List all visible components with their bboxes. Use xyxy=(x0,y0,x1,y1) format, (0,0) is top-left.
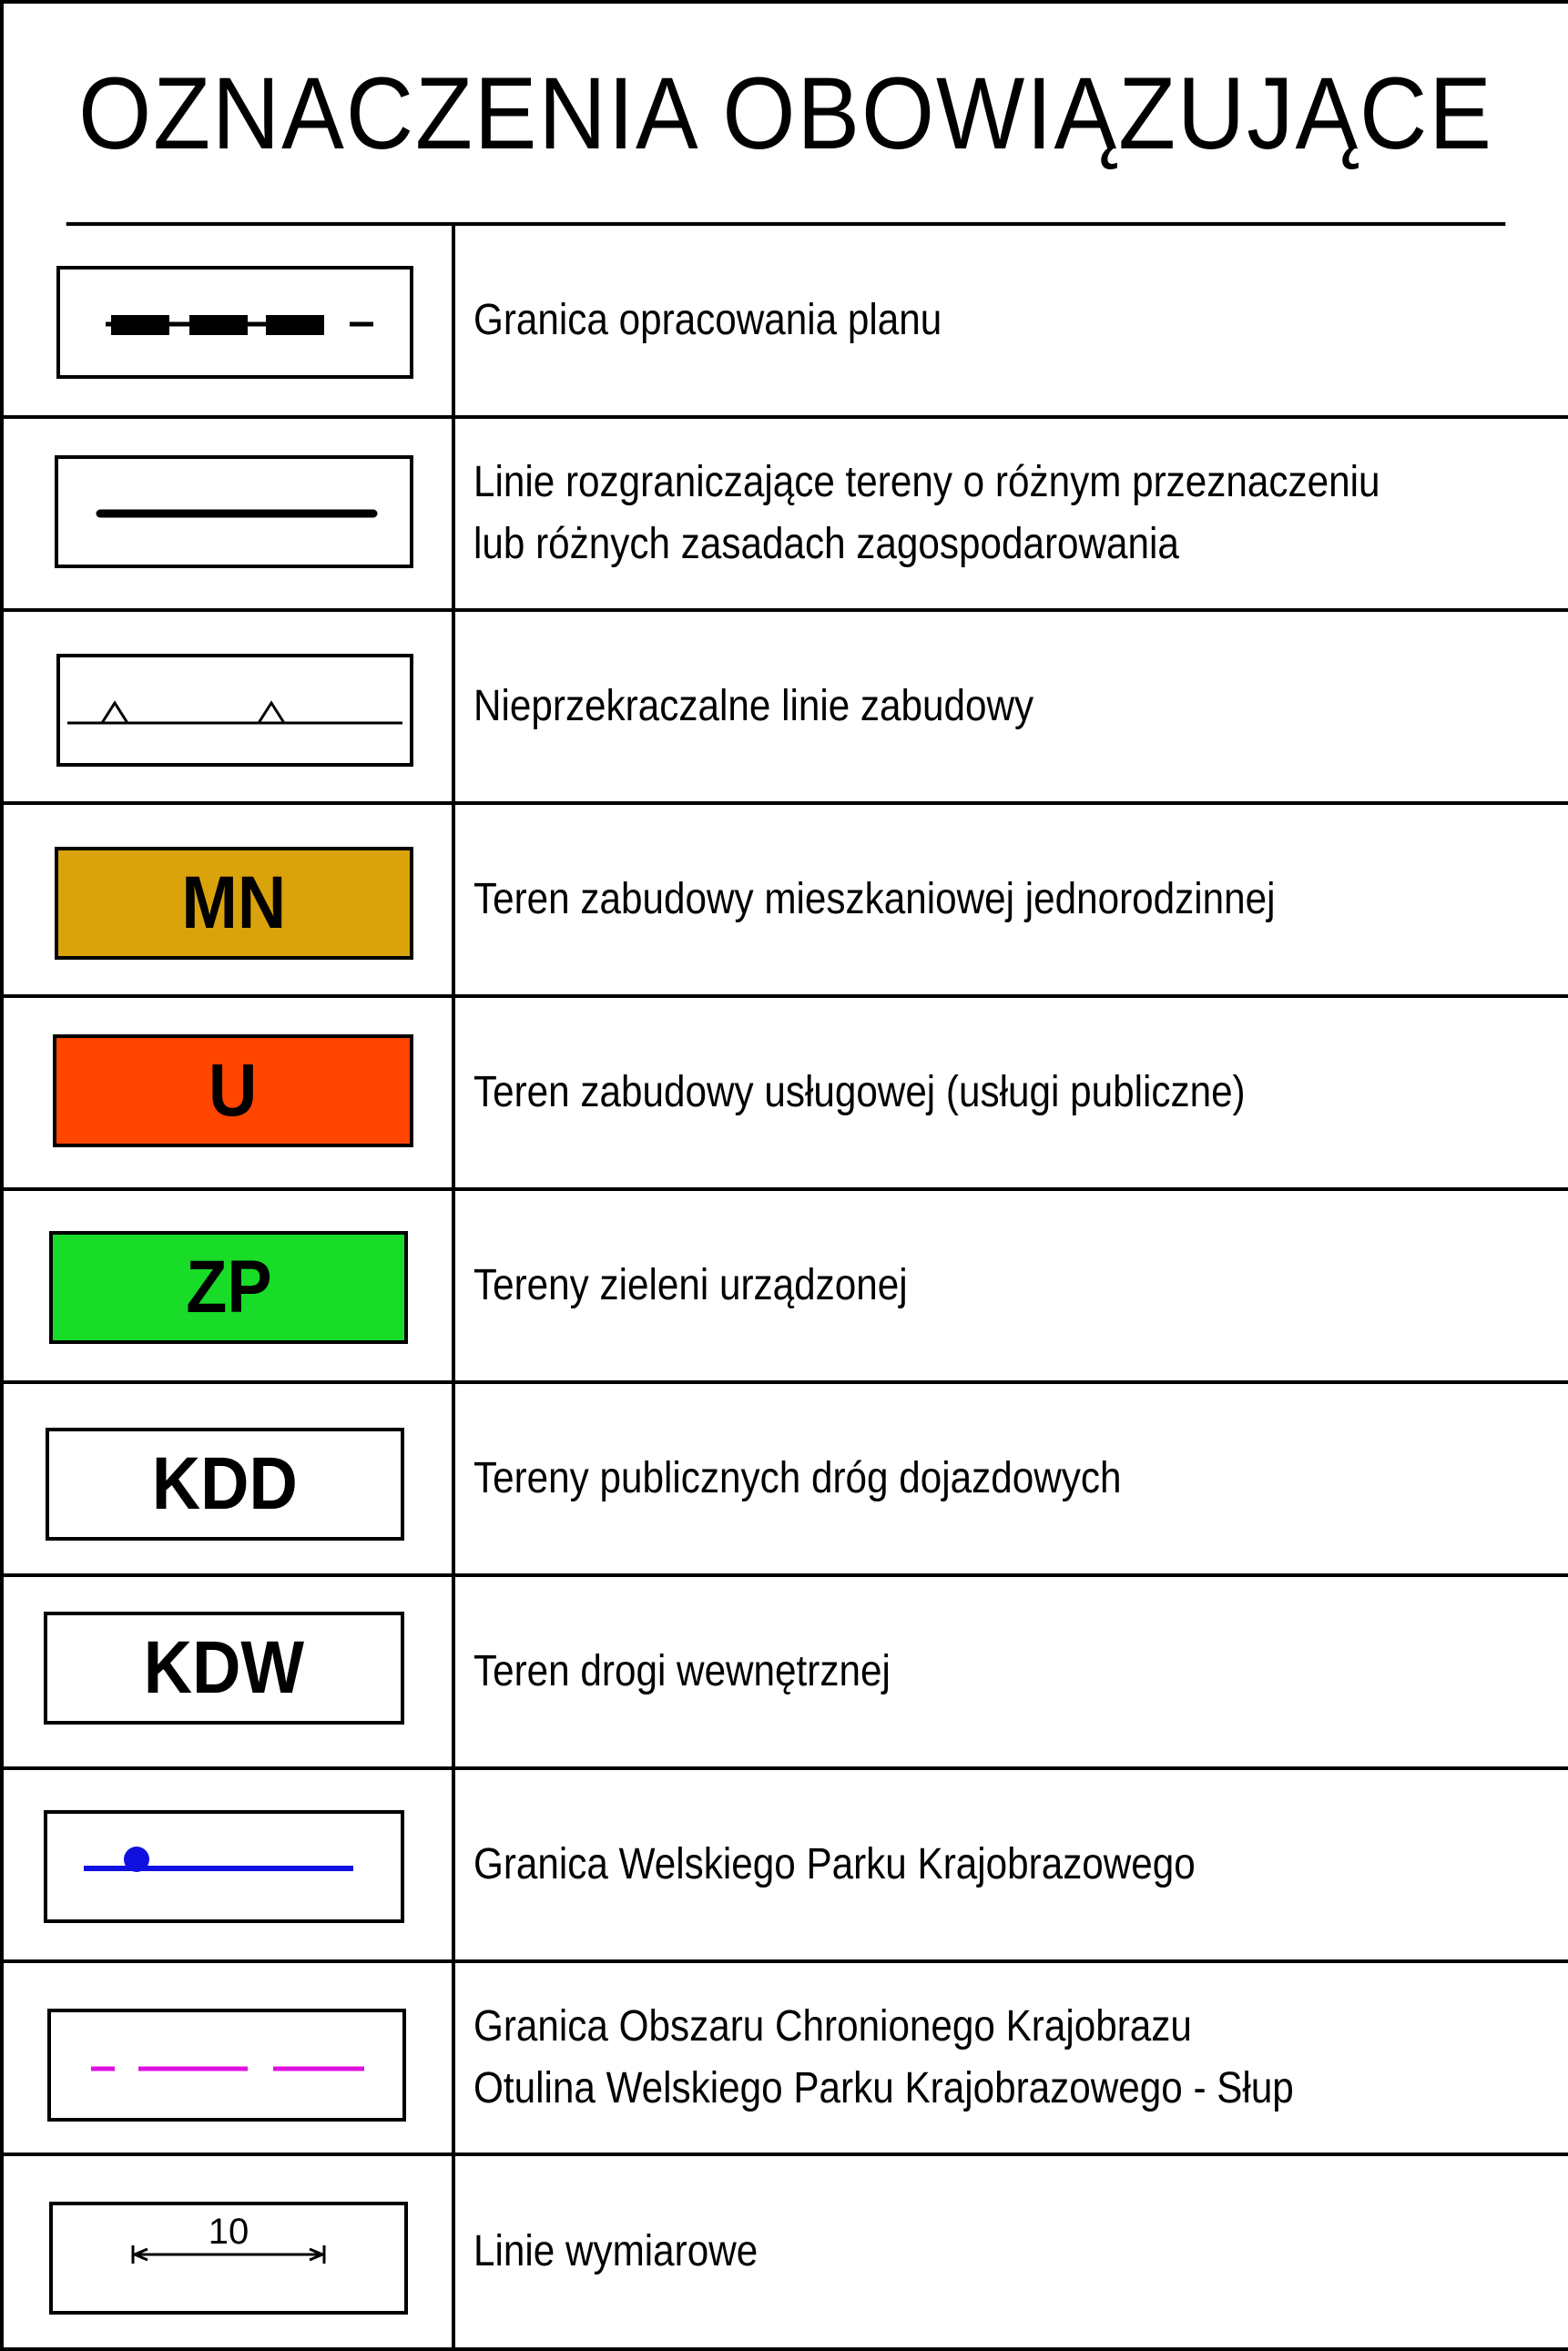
kdd-code: KDD xyxy=(152,1442,298,1525)
legend-row-kdw xyxy=(4,1577,1568,1770)
building-line-symbol xyxy=(56,654,413,767)
solid-line-symbol xyxy=(55,455,413,568)
symbol-cell xyxy=(4,1384,455,1573)
protected-area-boundary-icon xyxy=(51,2012,402,2118)
protected-area-symbol xyxy=(47,2009,406,2122)
kdd-color-box xyxy=(46,1428,404,1541)
legend-row-protected-area xyxy=(4,1963,1568,2156)
legend-row-plan-boundary xyxy=(4,226,1568,419)
legend-row-mn xyxy=(4,805,1568,998)
legend-row-solid-line xyxy=(4,419,1568,612)
zp-color-box xyxy=(49,1231,408,1344)
symbol-cell xyxy=(4,226,455,415)
row-description: Granica Welskiego Parku Krajobrazowego xyxy=(473,1840,1196,1888)
plan-boundary-line-icon xyxy=(60,270,410,375)
row-description: Granica opracowania planu xyxy=(473,296,942,344)
mn-color-box xyxy=(55,847,413,960)
row-description: Teren drogi wewnętrznej xyxy=(473,1647,891,1695)
kdw-color-box xyxy=(44,1612,404,1725)
park-boundary-icon xyxy=(47,1814,401,1919)
symbol-cell xyxy=(4,1963,455,2153)
mn-code: MN xyxy=(181,861,287,944)
row-description: Tereny publicznych dróg dojazdowych xyxy=(473,1454,1122,1502)
row-description: Granica Obszaru Chronionego Krajobrazu Otulina Welskiego Parku Krajobrazowego - Słup xyxy=(473,2002,1294,2112)
building-line-icon xyxy=(60,657,410,763)
plan-boundary-symbol xyxy=(56,266,413,379)
legend-row-building-line xyxy=(4,612,1568,805)
row-description: Linie rozgraniczające tereny o różnym przeznaczeniu lub różnych zasadach zagospodarowania xyxy=(473,458,1380,568)
legend-row-park-boundary xyxy=(4,1770,1568,1963)
u-code: U xyxy=(209,1049,258,1132)
row-description: Linie wymiarowe xyxy=(473,2227,759,2275)
row-description: Tereny zieleni urządzonej xyxy=(473,1261,908,1309)
legend-row-kdd xyxy=(4,1384,1568,1577)
symbol-cell xyxy=(4,1770,455,1959)
row-description: Teren zabudowy mieszkaniowej jednorodzinnej xyxy=(473,875,1276,923)
symbol-cell xyxy=(4,2156,455,2347)
solid-line-icon xyxy=(58,459,410,565)
zp-code: ZP xyxy=(185,1246,272,1328)
symbol-cell xyxy=(4,998,455,1187)
legend-row-dimension-line xyxy=(4,2156,1568,2347)
row-description: Nieprzekraczalne linie zabudowy xyxy=(473,682,1034,730)
dimension-line-icon xyxy=(53,2205,404,2311)
symbol-cell xyxy=(4,805,455,994)
symbol-cell xyxy=(4,1191,455,1380)
dimension-value: 10 xyxy=(208,2212,249,2252)
row-description: Teren zabudowy usługowej (usługi publiczne) xyxy=(473,1068,1246,1116)
symbol-cell xyxy=(4,612,455,801)
symbol-cell xyxy=(4,1577,455,1766)
legend-row-u xyxy=(4,998,1568,1191)
symbol-cell xyxy=(4,419,455,608)
u-color-box xyxy=(53,1034,413,1147)
dimension-line-symbol xyxy=(49,2202,408,2315)
legend-title: OZNACZENIA OBOWIĄZUJĄCE xyxy=(66,4,1506,226)
kdw-code: KDW xyxy=(143,1626,305,1709)
park-boundary-symbol xyxy=(44,1810,404,1923)
legend-row-zp xyxy=(4,1191,1568,1384)
